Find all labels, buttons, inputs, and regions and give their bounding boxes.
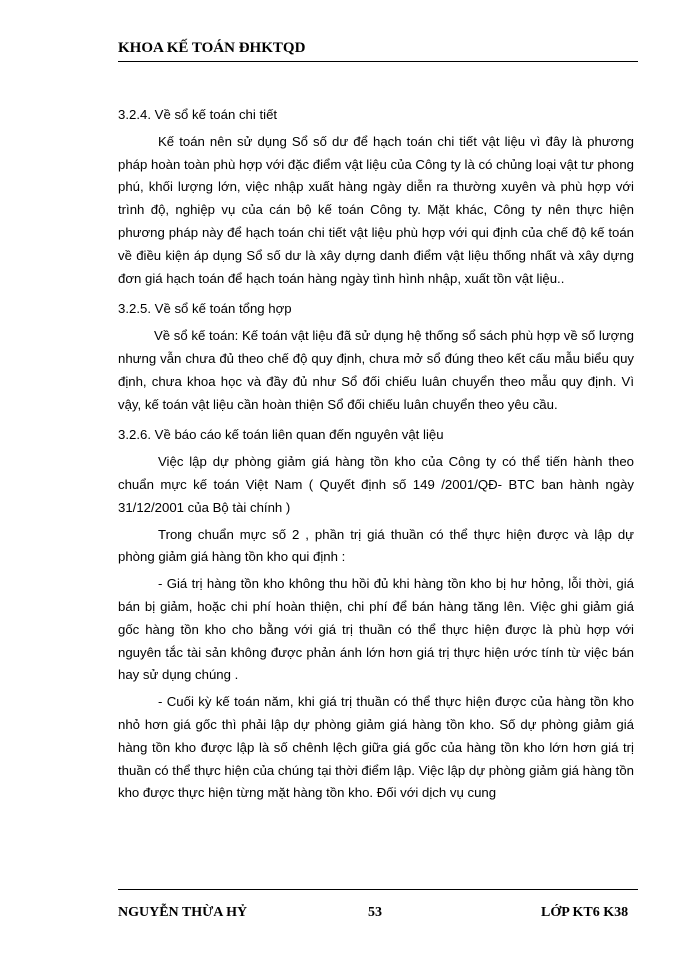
paragraph-provision-intro: Việc lập dự phòng giảm giá hàng tồn kho của Công ty có thể tiến hành theo chuẩn mực kế toán Việt Nam ( Quyết định số 149 /2001/QĐ- BTC ban hành ngày 31/12/2001 của Bộ tài chính ) <box>118 454 634 515</box>
paragraph-standard-2: Trong chuẩn mực số 2 , phần trị giá thuần có thể thực hiện được và lập dự phòng giảm giá hàng tồn kho qui định : <box>118 526 634 565</box>
footer-author: NGUYỄN THỪA HỶ <box>118 905 248 920</box>
footer-divider <box>118 889 638 890</box>
section-heading-3-2-4: 3.2.4. Về sổ kế toán chi tiết <box>118 107 278 122</box>
section-heading-3-2-6: 3.2.6. Về báo cáo kế toán liên quan đến nguyên vật liệu <box>118 427 444 443</box>
section-heading-3-2-5: 3.2.5. Về sổ kế toán tổng hợp <box>118 301 292 317</box>
footer-class-label: LỚP KT6 K38 <box>541 905 629 920</box>
paragraph-general-ledger: Về sổ kế toán: Kế toán vật liệu đã sử dụng hệ thống sổ sách phù hợp về số lượng nhưng vẫn chưa đủ theo chế độ quy định, chưa mở sổ đúng theo kết cấu mẫu biểu quy định, chưa khoa học và đầy đủ như Sổ đối chiếu luân chuyển theo mẫu quy định. Vì vậy, kế toán vật liệu cần hoàn thiện Sổ đối chiếu luân chuyển theo yêu cầu. <box>118 328 634 412</box>
paragraph-bullet-inventory-value: - Giá trị hàng tồn kho không thu hồi đủ khi hàng tồn kho bị hư hỏng, lỗi thời, giá bán bị giảm, hoặc chi phí hoàn thiện, chi phí để bán hàng tăng lên. Việc ghi giảm giá gốc hàng tồn kho cho bằng với giá trị thuần có thể thực hiện được là phù hợp với nguyên tắc tài sản không được phản ánh lớn hơn giá trị thực hiện ước tính từ việc bán hay sử dụng chúng . <box>118 576 634 683</box>
document-body <box>118 104 634 805</box>
paragraph-detail-ledger: Kế toán nên sử dụng Sổ số dư để hạch toán chi tiết vật liệu vì đây là phương pháp hoàn toàn phù hợp với đặc điểm vật liệu của Công ty là có chủng loại vật tư phong phú, khối lượng lớn, việc nhập xuất hàng ngày diễn ra thường xuyên và phù hợp với trình độ, nghiệp vụ của cán bộ kế toán Công ty. Mặt khác, Công ty nên thực hiện phương pháp này để hạch toán chi tiết vật liệu phù hợp với qui định của chế độ kế toán về điều kiện áp dụng Sổ số dư là xây dựng danh điểm vật liệu thống nhất và xây dựng đơn giá hạch toán để hạch toán hàng ngày tình hình nhập, xuất tồn vật liệu.. <box>118 133 634 286</box>
page-number: 53 <box>368 905 382 920</box>
page-header-title: KHOA KẾ TOÁN ĐHKTQD <box>118 40 306 56</box>
paragraph-bullet-year-end: - Cuối kỳ kế toán năm, khi giá trị thuần có thể thực hiện được của hàng tồn kho nhỏ hơn giá gốc thì phải lập dự phòng giảm giá hàng tồn kho. Số dự phòng giảm giá hàng tồn kho được lập là số chênh lệch giữa giá gốc của hàng tồn kho lớn hơn giá trị thuần có thể thực hiện của chúng tại thời điểm lập. Việc lập dự phòng giảm giá hàng tồn kho được thực hiện từng mặt hàng tồn kho. Đối với dịch vụ cung <box>118 694 634 801</box>
header-divider <box>118 61 638 62</box>
